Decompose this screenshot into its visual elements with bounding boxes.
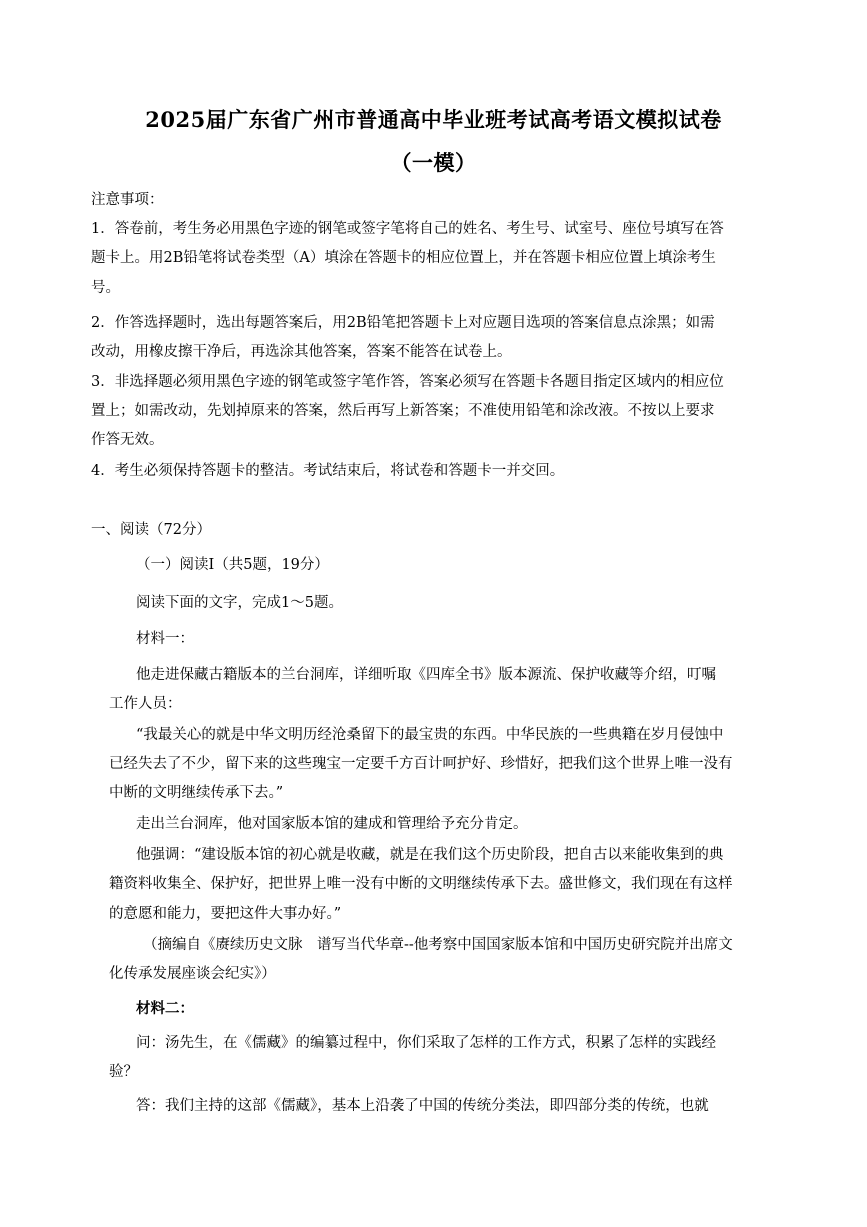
- material-1-line: 他强调：“建设版本馆的初心就是收藏，就是在我们这个历史阶段，把自古以来能收集到的典: [136, 847, 724, 863]
- material-1-source: （摘编自《赓续历史文脉 谱写当代华章--他考察中国国家版本馆和中国历史研究院并出席文: [143, 937, 733, 953]
- section-heading: 一、阅读（72分）: [91, 522, 211, 538]
- material-1-line: 的意愿和能力，要把这件大事办好。”: [109, 906, 342, 922]
- note-1-line-1: 1．答卷前，考生务必用黑色字迹的钢笔或签字笔将自己的姓名、考生号、试室号、座位号填写在答: [91, 221, 724, 237]
- notice-heading: 注意事项：: [91, 192, 164, 208]
- subsection-heading: （一）阅读Ⅰ（共5题，19分）: [136, 557, 329, 573]
- exam-title: 2025届广东省广州市普通高中毕业班考试高考语文模拟试卷: [145, 107, 722, 132]
- material-2-line: 答：我们主持的这部《儒藏》，基本上沿袭了中国的传统分类法，即四部分类的传统，也就: [136, 1098, 709, 1114]
- material-1-line: 籍资料收集全、保护好，把世界上唯一没有中断的文明继续传承下去。盛世修文，我们现在有这样: [109, 876, 733, 892]
- note-3-line-1: 3．非选择题必须用黑色字迹的钢笔或签字笔作答，答案必须写在答题卡各题目指定区域内的相应位: [91, 374, 724, 390]
- material-1-line: 走出兰台洞库，他对国家版本馆的建成和管理给予充分肯定。: [136, 816, 528, 832]
- material-1-line: “我最关心的就是中华文明历经沧桑留下的最宝贵的东西。中华民族的一些典籍在岁月侵蚀中: [136, 727, 724, 743]
- reading-instruction: 阅读下面的文字，完成1～5题。: [136, 595, 343, 611]
- material-1-line: 已经失去了不少，留下来的这些瑰宝一定要千方百计呵护好、珍惜好，把我们这个世界上唯一没有: [109, 756, 733, 772]
- note-4-line-1: 4．考生必须保持答题卡的整洁。考试结束后，将试卷和答题卡一并交回。: [91, 463, 565, 479]
- material-1-line: 工作人员：: [109, 696, 182, 712]
- note-3-line-3: 作答无效。: [91, 432, 164, 448]
- material-1-source: 化传承发展座谈会纪实》）: [109, 966, 276, 982]
- note-3-line-2: 置上；如需改动，先划掉原来的答案，然后再写上新答案；不准使用铅笔和涂改液。不按以上要求: [91, 403, 715, 419]
- note-1-line-3: 号。: [91, 280, 120, 296]
- material-2-line: 问：汤先生，在《儒藏》的编纂过程中，你们采取了怎样的工作方式，积累了怎样的实践经: [136, 1035, 716, 1051]
- material-1-line: 他走进保藏古籍版本的兰台洞库，详细听取《四库全书》版本源流、保护收藏等介绍，叮嘱: [136, 667, 716, 683]
- exam-subtitle: （一模）: [390, 150, 477, 175]
- material-2-label: 材料二：: [136, 1000, 194, 1017]
- note-2-line-1: 2．作答选择题时，选出每题答案后，用2B铅笔把答题卡上对应题目选项的答案信息点涂黑；如需: [91, 315, 715, 331]
- material-1-label: 材料一：: [136, 631, 194, 647]
- note-1-line-2: 题卡上。用2B铅笔将试卷类型（A）填涂在答题卡的相应位置上，并在答题卡相应位置上填涂考生: [91, 250, 716, 266]
- note-2-line-2: 改动，用橡皮擦干净后，再选涂其他答案，答案不能答在试卷上。: [91, 344, 512, 360]
- material-1-line: 中断的文明继续传承下去。”: [109, 785, 284, 801]
- material-2-line: 验？: [109, 1064, 138, 1080]
